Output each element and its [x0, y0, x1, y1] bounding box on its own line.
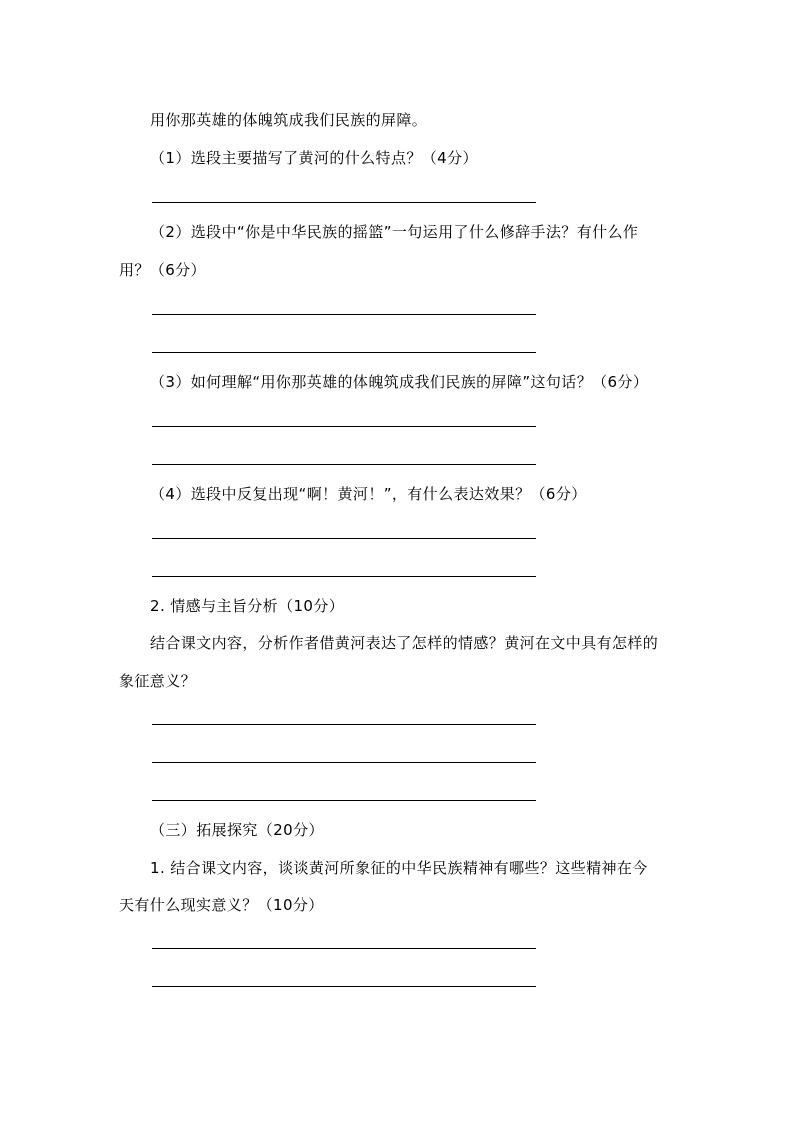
answer-line-q1-1[interactable]	[152, 202, 536, 203]
answer-line-q2-1[interactable]	[152, 314, 536, 315]
question-2-line-1: （2）选段中“你是中华民族的摇篮”一句运用了什么修辞手法？有什么作	[150, 223, 639, 241]
answer-line-q4-2[interactable]	[152, 576, 536, 577]
emotion-section-heading: 2. 情感与主旨分析（10分）	[150, 597, 345, 615]
answer-line-q4-1[interactable]	[152, 538, 536, 539]
answer-line-emotion-1[interactable]	[152, 724, 536, 725]
answer-line-q3-2[interactable]	[152, 464, 536, 465]
answer-line-q2-2[interactable]	[152, 352, 536, 353]
question-3: （3）如何理解“用你那英雄的体魄筑成我们民族的屏障”这句话？（6分）	[150, 373, 649, 391]
extension-question-line-1: 1. 结合课文内容，谈谈黄河所象征的中华民族精神有哪些？这些精神在今	[150, 859, 648, 877]
question-2-line-2: 用？（6分）	[119, 261, 206, 279]
emotion-question-line-1: 结合课文内容，分析作者借黄河表达了怎样的情感？黄河在文中具有怎样的	[150, 634, 659, 652]
answer-line-emotion-2[interactable]	[152, 762, 536, 763]
question-4: （4）选段中反复出现“啊！黄河！”，有什么表达效果？（6分）	[150, 485, 587, 503]
answer-line-emotion-3[interactable]	[152, 800, 536, 801]
section-three-heading: （三）拓展探究（20分）	[150, 821, 324, 839]
emotion-question-line-2: 象征意义？	[119, 672, 197, 690]
answer-line-extension-1[interactable]	[152, 948, 536, 949]
answer-line-extension-2[interactable]	[152, 986, 536, 987]
passage-last-line: 用你那英雄的体魄筑成我们民族的屏障。	[150, 111, 428, 129]
answer-line-q3-1[interactable]	[152, 426, 536, 427]
question-1: （1）选段主要描写了黄河的什么特点？（4分）	[150, 149, 478, 167]
extension-question-line-2: 天有什么现实意义？（10分）	[119, 896, 324, 914]
